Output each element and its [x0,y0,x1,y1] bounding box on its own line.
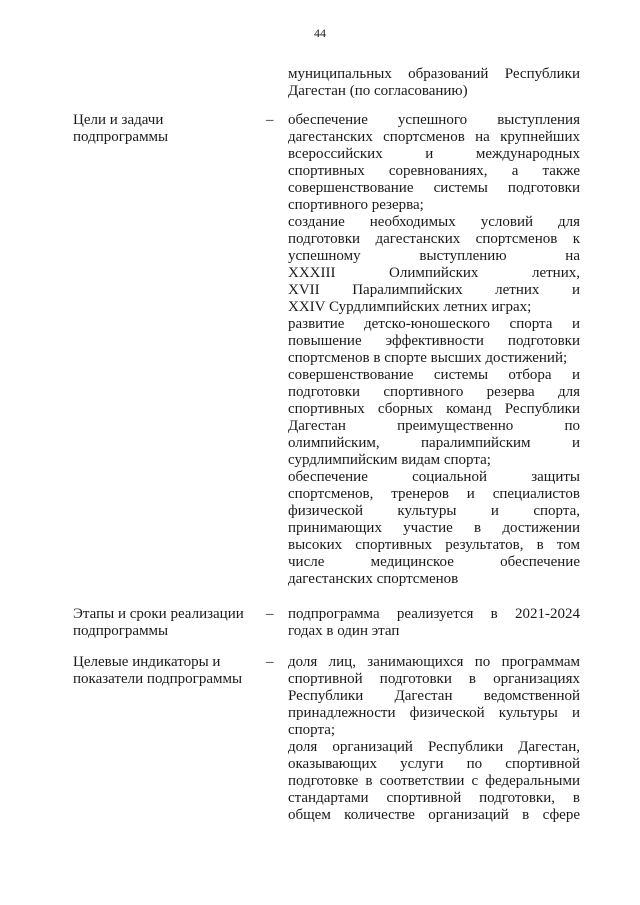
text-line: спортивного резерва; [288,197,424,213]
dash: – [266,606,274,622]
text-line: спорта; [288,722,336,738]
label-line: подпрограммы [73,129,169,145]
text-line: XVII Паралимпийских летних и [288,282,580,298]
text-line: спортсменов, тренеров и специалистов [288,486,580,502]
text-line: олимпийским, паралимпийским и [288,435,580,451]
text-line: спортивных соревнованиях, а также [288,163,580,179]
text-line: общем количестве организаций в сфере [288,807,580,823]
page-number: 44 [314,26,326,40]
text-line: муниципальных образований Республики [288,66,580,82]
text-line: оказывающих услуги по спортивной [288,756,580,772]
text-line: дагестанских спортсменов на крупнейших [288,129,580,145]
text-line: Дагестан (по согласованию) [288,83,468,99]
text-line: успешному выступлению на [288,248,580,264]
goals-label [73,112,263,146]
dash: – [266,112,274,128]
text-line: сурдлимпийским видам спорта; [288,452,491,468]
text-line: Дагестан преимущественно по [288,418,580,434]
text-line: повышение эффективности подготовки [288,333,580,349]
text-line: спортсменов в спорте высших достижений; [288,350,568,366]
stages-label [73,606,263,640]
text-line: обеспечение успешного выступления [288,112,580,128]
stages-text [288,606,580,640]
text-line: спортивной подготовки в организациях [288,671,580,687]
text-line: совершенствование системы отбора и [288,367,580,383]
text-line: доля организаций Республики Дагестан, [288,739,580,755]
text-line: развитие детско-юношеского спорта и [288,316,580,332]
text-line: всероссийских и международных [288,146,580,162]
text-line: создание необходимых условий для [288,214,580,230]
text-line: физической культуры и спорта, [288,503,580,519]
label-line: Целевые индикаторы и [73,654,221,670]
label-line: подпрограммы [73,623,169,639]
indicators-text [288,654,580,824]
continuation-text [288,66,580,100]
text-line: высоких спортивных результатов, в том [288,537,580,553]
text-line: подготовки дагестанских спортсменов к [288,231,580,247]
label-line: Цели и задачи [73,112,164,128]
text-line: подпрограмма реализуется в 2021-2024 [288,606,580,622]
label-line: Этапы и сроки реализации [73,606,244,622]
text-line: спортивных сборных команд Республики [288,401,580,417]
text-line: XXXIII Олимпийских летних, [288,265,580,281]
text-line: подготовки спортивного резерва для [288,384,580,400]
text-line: принадлежности физической культуры и [288,705,580,721]
text-line: дагестанских спортсменов [288,571,459,587]
text-line: стандартами спортивной подготовки, в [288,790,580,806]
indicators-label [73,654,263,688]
text-line: обеспечение социальной защиты [288,469,580,485]
text-line: подготовке в соответствии с федеральными [288,773,580,789]
text-line: принимающих участие в достижении [288,520,580,536]
goals-text [288,112,580,588]
label-line: показатели подпрограммы [73,671,243,687]
text-line: совершенствование системы подготовки [288,180,580,196]
text-line: числе медицинское обеспечение [288,554,580,570]
text-line: доля лиц, занимающихся по программам [288,654,580,670]
text-line: XXIV Сурдлимпийских летних играх; [288,299,532,315]
text-line: Республики Дагестан ведомственной [288,688,580,704]
text-line: годах в один этап [288,623,400,639]
dash: – [266,654,274,670]
